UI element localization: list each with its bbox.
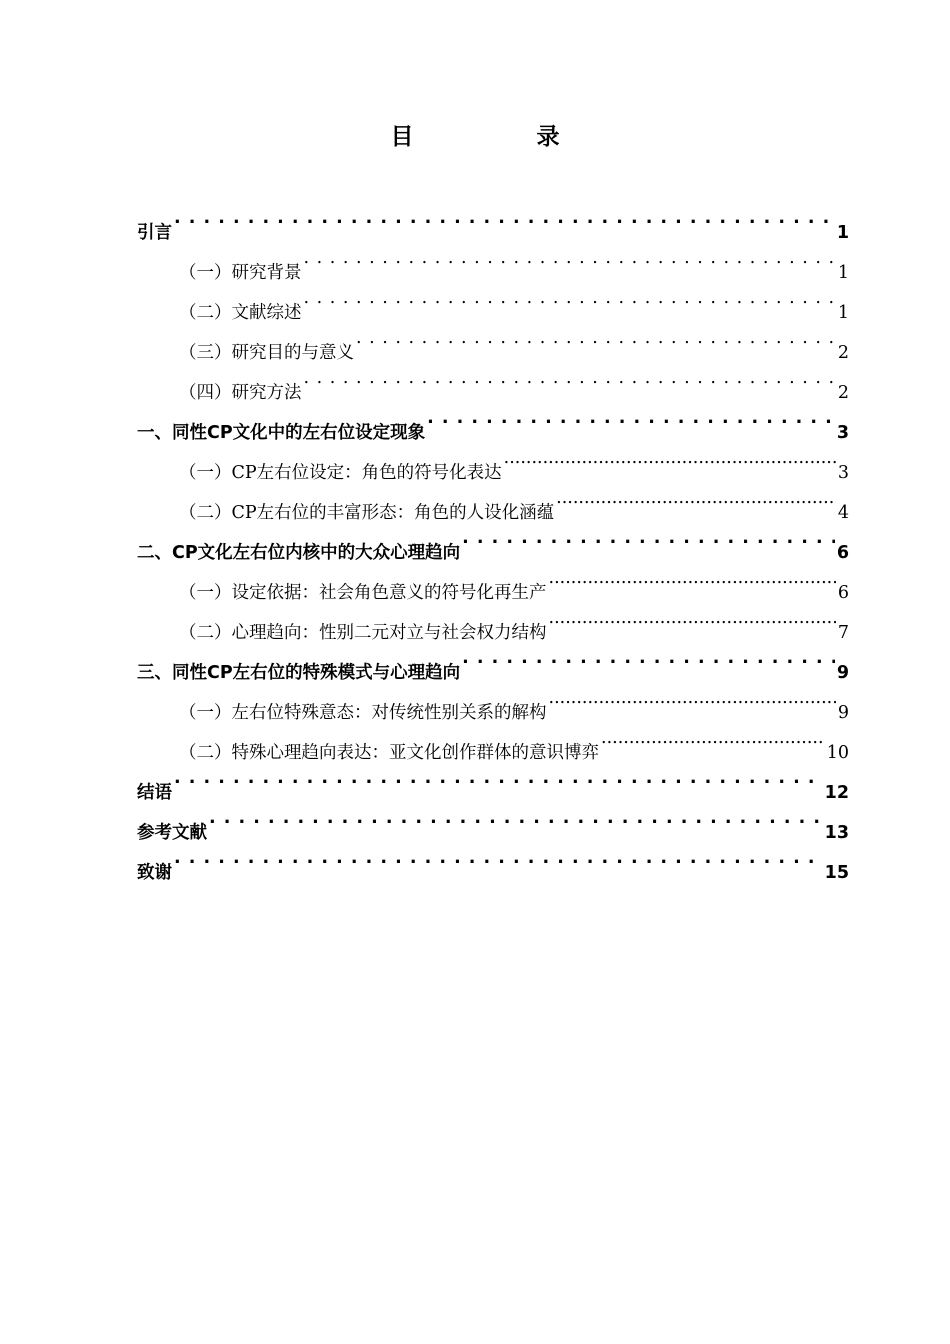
toc-entry-text: （三）研究目的与意义 bbox=[179, 343, 354, 363]
toc-entry-introduction[interactable] bbox=[137, 198, 849, 243]
toc-entry-conclusion[interactable] bbox=[137, 758, 849, 803]
toc-entry-page: 6 bbox=[836, 543, 849, 563]
toc-entry-text: （二）心理趋向：性别二元对立与社会权力结构 bbox=[179, 623, 547, 643]
dot-leader bbox=[504, 438, 836, 478]
toc-entry-page: 12 bbox=[824, 783, 849, 803]
toc-entry-text: （一）研究背景 bbox=[179, 263, 302, 283]
dot-leader bbox=[427, 398, 835, 438]
toc-entry-page: 10 bbox=[826, 743, 849, 763]
dot-leader bbox=[174, 198, 835, 238]
toc-entry-text: （二）特殊心理趋向表达：亚文化创作群体的意识博弈 bbox=[179, 743, 599, 763]
toc-entry-page: 2 bbox=[837, 343, 849, 363]
dot-leader bbox=[462, 518, 835, 558]
toc-entry-text: 结语 bbox=[137, 783, 172, 803]
dot-leader bbox=[549, 558, 836, 598]
toc-entry-text: 参考文献 bbox=[137, 823, 207, 843]
toc-entry-page: 3 bbox=[837, 463, 849, 483]
dot-leader bbox=[209, 798, 823, 838]
dot-leader bbox=[304, 358, 836, 398]
toc-entry-text: （一）左右位特殊意态：对传统性别关系的解构 bbox=[179, 703, 547, 723]
dot-leader bbox=[304, 238, 836, 278]
toc-entry-references[interactable] bbox=[137, 798, 849, 843]
toc-entry-page: 7 bbox=[837, 623, 849, 643]
toc-entry-text: 致谢 bbox=[137, 863, 172, 883]
toc-entry-text: （二）文献综述 bbox=[179, 303, 302, 323]
toc-entry-page: 9 bbox=[837, 703, 849, 723]
dot-leader bbox=[549, 598, 836, 638]
dot-leader bbox=[174, 838, 823, 878]
toc-entry-text: （四）研究方法 bbox=[179, 383, 302, 403]
toc-list bbox=[137, 198, 849, 883]
toc-entry-page: 4 bbox=[837, 503, 849, 523]
toc-entry-page: 6 bbox=[837, 583, 849, 603]
toc-entry-text: （一）CP左右位设定：角色的符号化表达 bbox=[179, 463, 502, 483]
toc-entry-text: （一）设定依据：社会角色意义的符号化再生产 bbox=[179, 583, 547, 603]
toc-entry-page: 2 bbox=[837, 383, 849, 403]
toc-entry-text: 一、同性CP文化中的左右位设定现象 bbox=[137, 423, 426, 443]
dot-leader bbox=[304, 278, 836, 318]
toc-entry-text: 引言 bbox=[137, 223, 172, 243]
dot-leader bbox=[601, 718, 825, 758]
toc-entry-research-background[interactable] bbox=[137, 238, 849, 283]
toc-entry-page: 9 bbox=[836, 663, 849, 683]
toc-entry-page: 13 bbox=[824, 823, 849, 843]
toc-entry-text: （二）CP左右位的丰富形态：角色的人设化涵蕴 bbox=[179, 503, 555, 523]
dot-leader bbox=[556, 478, 836, 518]
toc-title: 目 录 bbox=[390, 124, 610, 150]
toc-entry-page: 3 bbox=[836, 423, 849, 443]
toc-entry-text: 二、CP文化左右位内核中的大众心理趋向 bbox=[137, 543, 461, 563]
dot-leader bbox=[356, 318, 836, 358]
toc-entry-text: 三、同性CP左右位的特殊模式与心理趋向 bbox=[137, 663, 461, 683]
dot-leader bbox=[549, 678, 836, 718]
dot-leader bbox=[174, 758, 823, 798]
toc-entry-page: 1 bbox=[837, 303, 849, 323]
dot-leader bbox=[462, 638, 835, 678]
toc-entry-page: 1 bbox=[836, 223, 849, 243]
toc-entry-page: 15 bbox=[824, 863, 849, 883]
toc-entry-acknowledgements[interactable] bbox=[137, 838, 849, 883]
toc-entry-page: 1 bbox=[837, 263, 849, 283]
